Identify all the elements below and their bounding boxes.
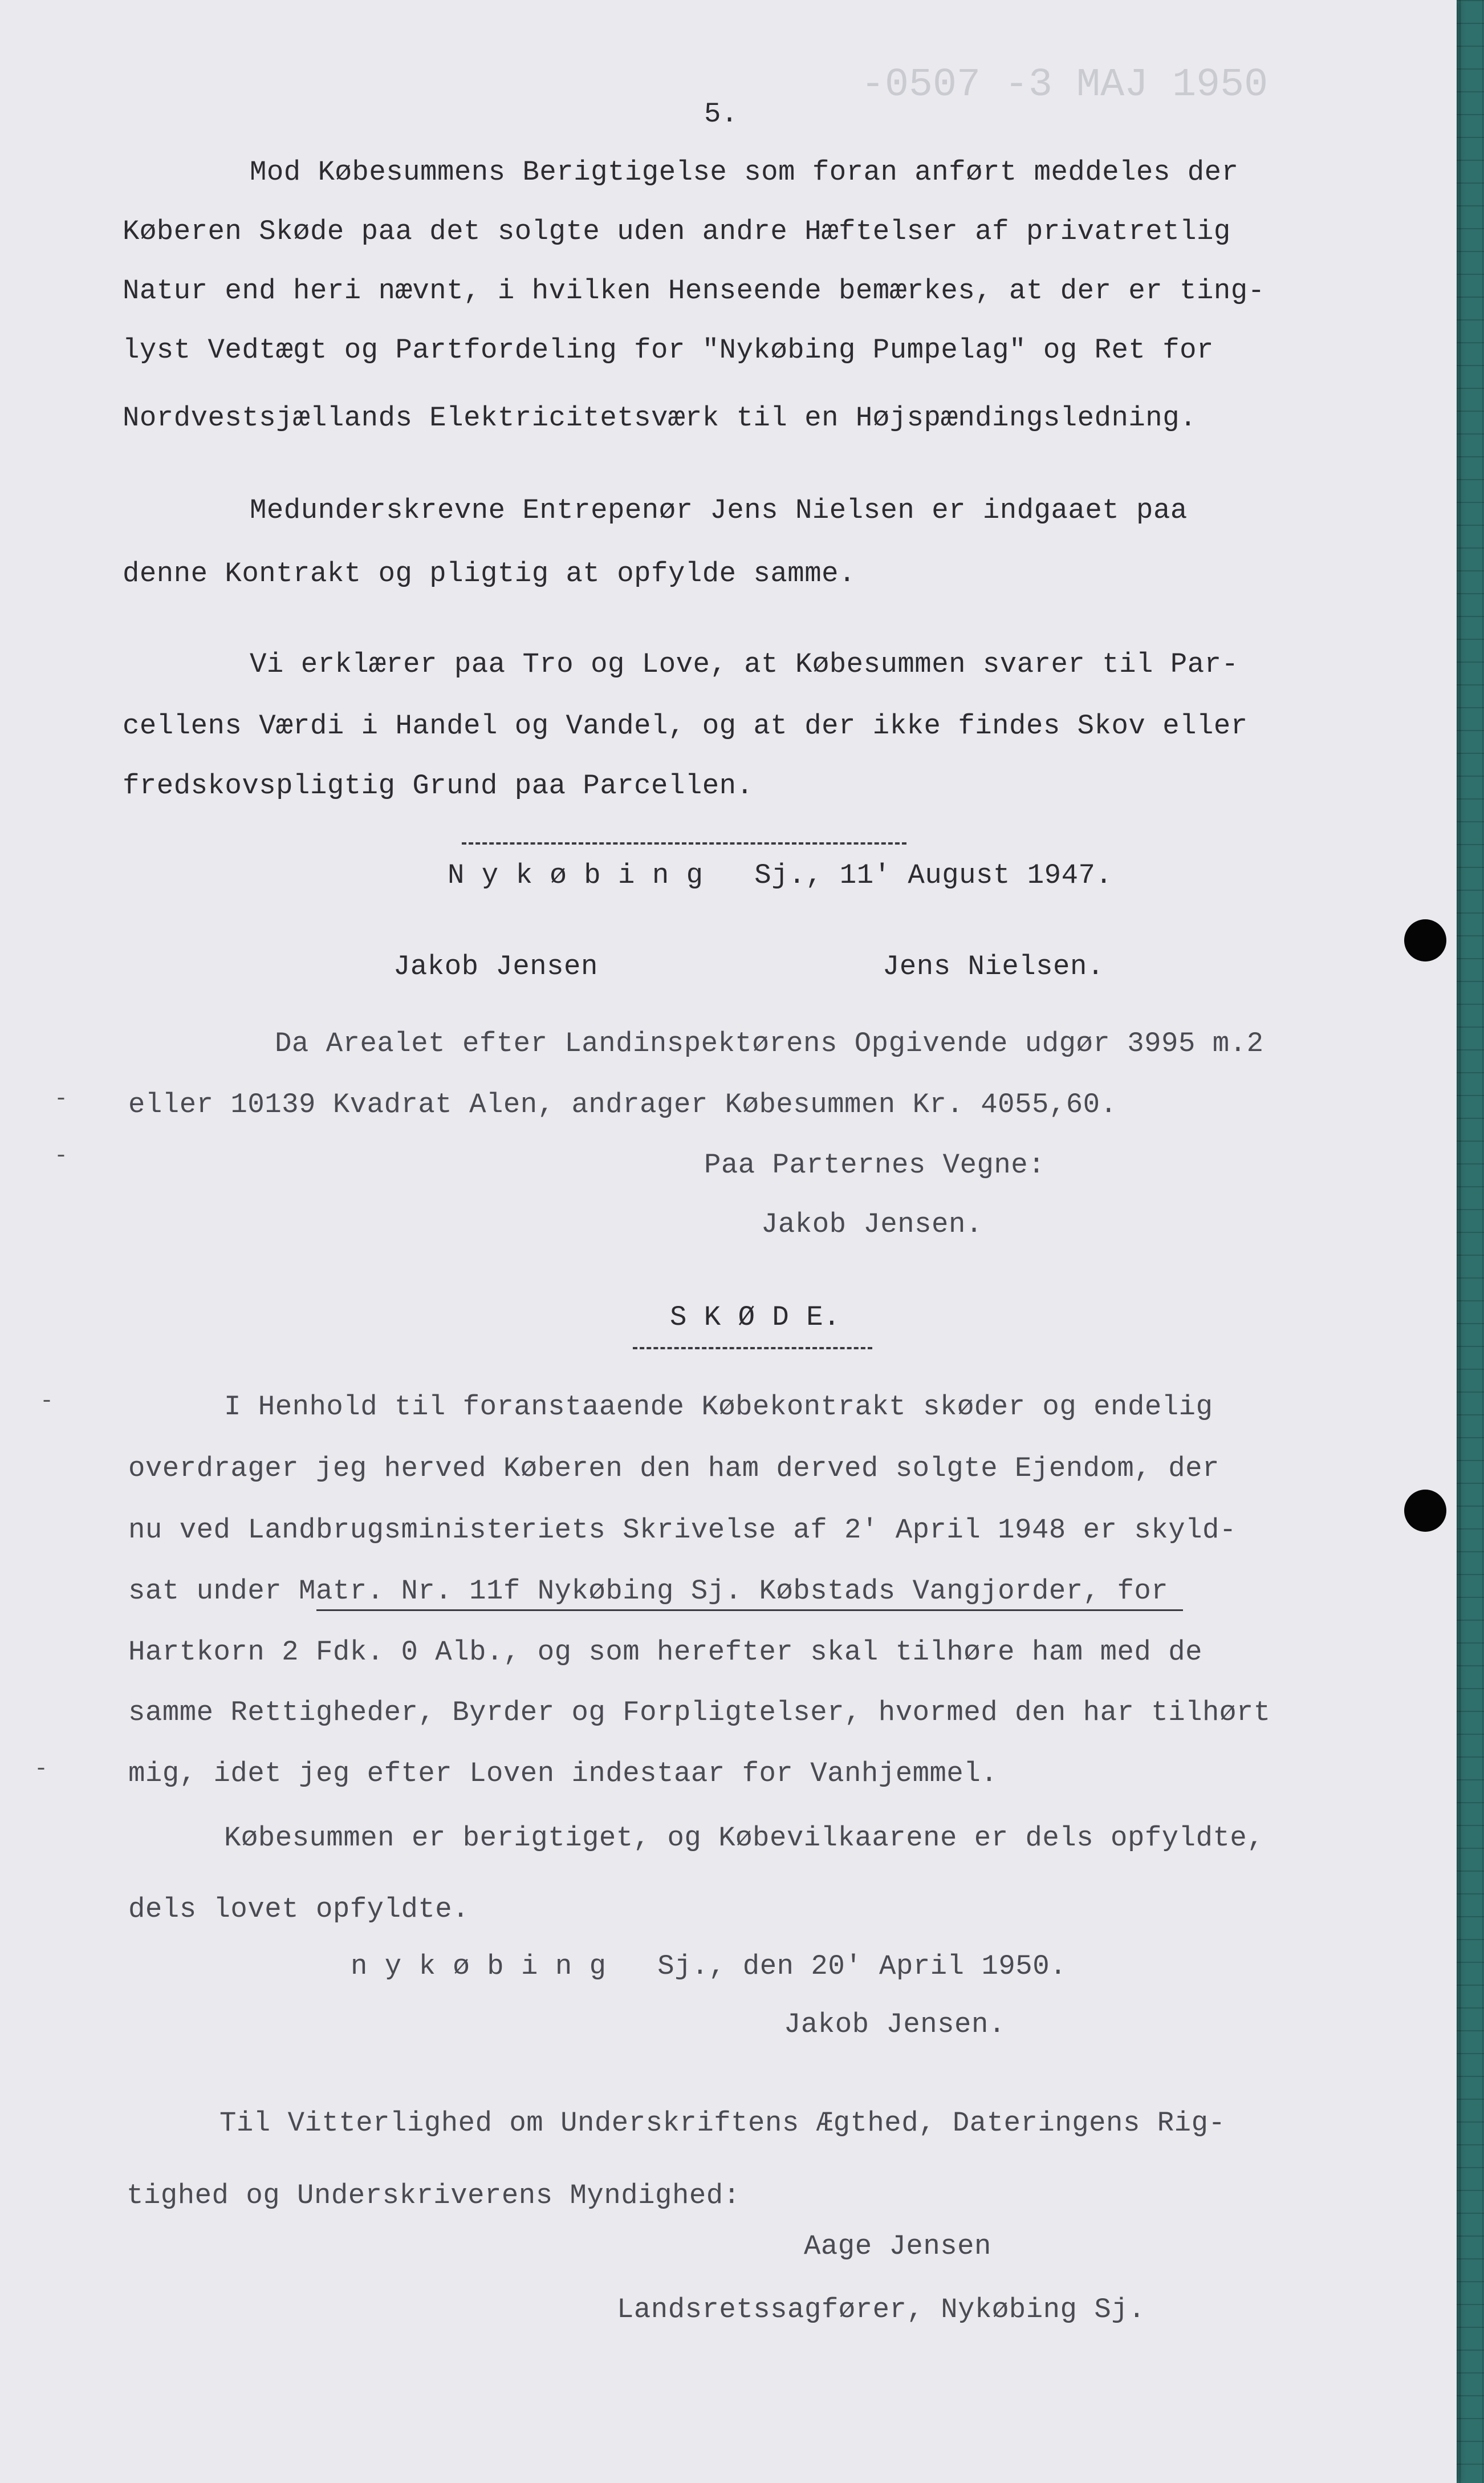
separator-1 [462,842,906,845]
deed-line-1: I Henhold til foranstaaende Købekontrakt skøder og endelig [224,1391,1213,1423]
margin-dash-3: - [40,1389,54,1414]
punch-hole-bottom [1404,1490,1446,1532]
deed-line-6: samme Rettigheder, Byrder og Forpligtelser, hvormed den har tilhørt [128,1697,1271,1729]
deed-line-5: Hartkorn 2 Fdk. 0 Alb., og som herefter skal tilhøre ham med de [128,1636,1203,1668]
heading-underline [633,1347,872,1349]
signer-2: Jakob Jensen. [784,2009,1006,2040]
page-number: 5. [704,98,738,130]
p3-line-2: cellens Værdi i Handel og Vandel, og at der ikke findes Skov eller [123,710,1248,742]
deed-line-2: overdrager jeg herved Køberen den ham derved solgte Ejendom, der [128,1453,1219,1484]
area-note-line-1: Da Arealet efter Landinspektørens Opgivende udgør 3995 m.2 [275,1028,1264,1060]
p3-line-1: Vi erklærer paa Tro og Love, at Købesummen svarer til Par- [250,648,1239,680]
on-behalf-label: Paa Parternes Vegne: [704,1149,1046,1181]
margin-dash-1: - [54,1086,68,1112]
witness-title: Landsretssagfører, Nykøbing Sj. [617,2294,1146,2326]
p2-line-1: Medunderskrevne Entrepenør Jens Nielsen er indgaaet paa [250,494,1188,526]
place-date-1950: n y k ø b i n g Sj., den 20' April 1950. [351,1950,1067,1982]
area-note-line-2: eller 10139 Kvadrat Alen, andrager Købesummen Kr. 4055,60. [128,1089,1117,1121]
witness-line-2: tighed og Underskriverens Myndighed: [127,2180,741,2212]
p1-line-1: Mod Købesummens Berigtigelse som foran anført meddeles der [250,156,1239,188]
margin-dash-2: - [54,1143,68,1169]
p1-line-5: Nordvestsjællands Elektricitetsværk til en Højspændingsledning. [123,402,1197,434]
deed2-line-2: dels lovet opfyldte. [128,1893,470,1925]
witness-name: Aage Jensen [804,2230,991,2262]
witness-line-1: Til Vitterlighed om Underskriftens Ægthed, Dateringens Rig- [219,2107,1226,2139]
deed-line-3: nu ved Landbrugsministeriets Skrivelse af 2' April 1948 er skyld- [128,1514,1237,1546]
p1-line-4: lyst Vedtægt og Partfordeling for "Nykøbing Pumpelag" og Ret for [123,334,1214,366]
on-behalf-signer: Jakob Jensen. [761,1208,983,1240]
place-date-1947: N y k ø b i n g Sj., 11' August 1947. [448,859,1113,891]
p2-line-2: denne Kontrakt og pligtig at opfylde samme. [123,558,856,590]
p1-line-3: Natur end heri nævnt, i hvilken Henseende bemærkes, at der er ting- [123,275,1265,307]
cadastral-underline [316,1609,1183,1611]
deed-heading: S K Ø D E. [670,1301,841,1333]
deed-line-7: mig, idet jeg efter Loven indestaar for Vanhjemmel. [128,1758,998,1790]
signatory-right: Jens Nielsen. [883,951,1104,983]
signatory-left: Jakob Jensen [393,951,598,983]
p3-line-3: fredskovspligtig Grund paa Parcellen. [123,770,754,802]
p1-line-2: Køberen Skøde paa det solgte uden andre Hæftelser af privatretlig [123,216,1231,248]
punch-hole-top [1404,919,1446,961]
margin-dash-4: - [34,1756,48,1782]
deed-line-4: sat under Matr. Nr. 11f Nykøbing Sj. Købstads Vangjorder, for [128,1575,1169,1607]
registration-stamp: -0507 -3 MAJ 1950 [861,63,1268,108]
deed2-line-1: Købesummen er berigtiget, og Købevilkaarene er dels opfyldte, [224,1822,1265,1854]
